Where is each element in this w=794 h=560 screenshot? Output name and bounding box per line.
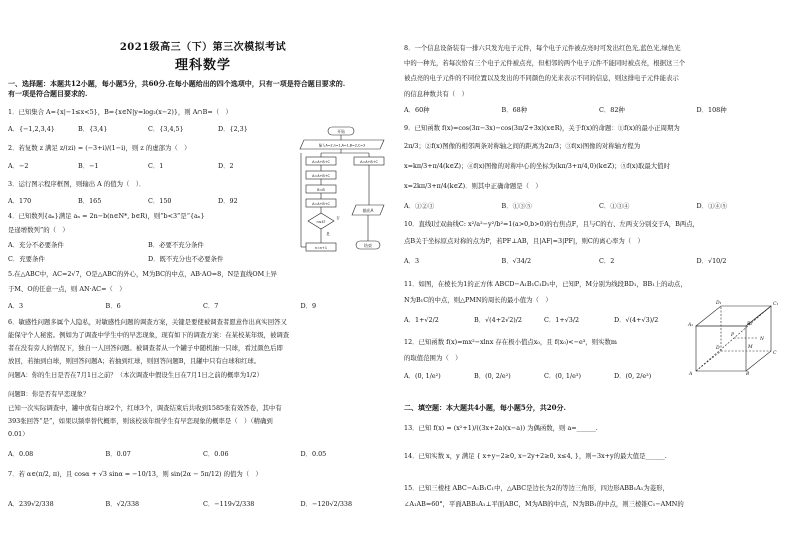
option: D．−120√2/338 (300, 500, 353, 508)
question-10-options (404, 257, 794, 265)
question-8-options (404, 106, 794, 114)
cube-label-m: M (748, 345, 753, 350)
question-4-options-row2 (8, 255, 288, 263)
exam-title: 2021级高三（下）第三次模拟考试 (119, 42, 287, 53)
flow-output-label: 输出A (362, 208, 374, 213)
flowchart-diagram (298, 125, 393, 265)
option: A．60种 (404, 106, 430, 114)
flow-box3-label: B=B (317, 188, 325, 192)
question-8-line2: 中的一种光，若每次恰有三个电子元件被点亮，但相邻的两个电子元件不能同时被点亮，根据这三个 (404, 59, 686, 67)
question-5-options (8, 302, 398, 310)
cube-label-a1: A₁ (688, 323, 694, 328)
option: A．{−1,2,3,4} (8, 125, 55, 133)
option: D．0.05 (300, 450, 327, 458)
flow-box5-label: n=n+1 (314, 246, 328, 250)
option: D．9 (300, 302, 317, 310)
option: D．92 (218, 197, 238, 205)
option: B．−1 (78, 162, 99, 170)
question-11-options (404, 316, 684, 324)
question-2: 2．若复数 z 满足 z/(zi) = (−3+i)/(1−i)，则 z 的虚部为（ ） (8, 144, 191, 152)
option: C．1+√3/2 (544, 316, 580, 324)
option: B．√2/338 (105, 500, 140, 508)
option: C．0.06 (203, 450, 229, 458)
question-8-line1: 8．一个信息设备装有一排六只发光电子元件，每个电子元件被点亮时可发出红色光,蓝色光,绿色光 (404, 44, 681, 52)
option: B．必要不充分条件 (148, 241, 204, 249)
cube-label-d: D (716, 346, 720, 351)
question-9-options (404, 202, 794, 210)
option: B．√34/2 (501, 257, 532, 265)
option: D．(0, 2/e³) (614, 372, 652, 380)
option: C．150 (148, 197, 172, 205)
flow-start-label: 开始 (337, 129, 345, 134)
question-6-line3: 者在没有旁人的情况下，独自一人回答问题。被调查者从一个罐子中随机抽一只球，看过颜色后即 (8, 344, 283, 352)
cube-label-b: B (746, 372, 750, 376)
question-5-cont: 于M、O的任意一点，则 AN·AC=（ ） (8, 285, 126, 293)
option: C．2 (599, 257, 615, 265)
question-3: 3．运行图示程序框图，则输出 A 的值为（ ）． (8, 180, 146, 188)
question-6-line7: 已知一次实际调查中，罐中放有白球2个，红球3个，调查结束后共收到1585张有效答卷，其中有 (8, 404, 282, 412)
cube-label-c: C (773, 351, 777, 356)
section1-heading-line2: 有一项是符合题目要求的. (8, 89, 88, 98)
option: A．3 (404, 257, 420, 265)
option: D．√10/2 (696, 257, 727, 265)
cube-label-p: P (731, 333, 735, 338)
option: D．{2,3} (218, 125, 248, 133)
option: A．0.08 (8, 450, 34, 458)
option: A．170 (8, 197, 32, 205)
option: D．①④⑤ (696, 202, 728, 210)
question-6-line8: 393张回答“是”，如果以频率替代概率，则该校该年级学生有早恋现象的概率是（ ）（精确到 (8, 417, 273, 425)
question-8-line3: 被点亮的电子元件的不同位置以及发出的不同颜色的光来表示不同的信息，则这排电子元件能表示 (404, 74, 679, 82)
section2-heading: 二、填空题：本大题共4小题，每小题5分，共20分. (404, 403, 566, 412)
option: C．{3,4,5} (148, 125, 184, 133)
option: D．108种 (696, 106, 727, 114)
question-14: 14．已知实数 x，y 满足 { x+y−2≥0, x−2y+2≥0, x≤4, }，则−3x+y的最大值是______. (404, 452, 667, 460)
question-12-line1: 12．已知函数 f(x)=mx²−xlnx 存在极小值点x₀，且 f(x₀)<−e³，则实数m (404, 338, 617, 346)
option: B．68种 (501, 106, 528, 114)
question-12-options (404, 372, 684, 380)
question-8-line4: 的信息种数共有（ ） (404, 90, 468, 98)
option: B．√(4+2√2)/2 (474, 316, 522, 324)
question-6-line6: 问题B：你是否有早恋现象？ (8, 390, 90, 398)
option: C．1 (148, 162, 164, 170)
question-9-line4: x=2kπ/3+π/4(k∈Z)．则其中正确命题是（ ） (404, 182, 542, 190)
cube-label-a: A (689, 372, 693, 376)
option: B．6 (105, 302, 121, 310)
question-9-line2: 2π/3；②f(x)图像的相邻两条对称轴之间的距离为2π/3；③f(x)图像的对称轴方程为 (404, 142, 641, 150)
flow-cond-label: n≤4? (316, 220, 326, 224)
question-6-line9: 0.01） (8, 430, 29, 438)
option: A．(0, 1/e²) (404, 372, 441, 380)
question-6-line2: 能保守个人秘密。例如为了调查中学生中的早恋现象，现有如下的调查方案：在某校某年级，被调查 (8, 331, 290, 339)
cube-label-b1: B₁ (747, 322, 753, 327)
question-4: 4．已知数列{aₙ}满足 aₙ = 2n−b(n∈N*, b∈R)，则“b<3”是“{aₙ} (8, 212, 205, 220)
option: A．−2 (8, 162, 29, 170)
question-2-options (8, 162, 288, 170)
question-12-line2: 的取值范围为（ ） (404, 354, 462, 362)
cube-right-face (746, 306, 771, 371)
flow-end-label: 结束 (364, 243, 372, 248)
option: C．充要条件 (8, 255, 45, 263)
option: C．−119√2/338 (203, 500, 255, 508)
question-4-options-row1 (8, 241, 288, 249)
question-9-line3: x=kπ/3+π/4(k∈Z)；④f(x)图像的对称中心的坐标为(kπ/3+π/4,0)(k∈Z)；⑤f(x)取最大值时 (404, 162, 670, 170)
option: B．165 (78, 197, 102, 205)
question-10-line2: 点B关于坐标原点对称的点为P，若PF⊥AB，且|AF|=3|PF|，则C的离心率为（ ） (404, 237, 644, 245)
option: B．①③⑤ (501, 202, 532, 210)
question-6-options (8, 450, 398, 458)
question-4-cont: 是递增数列”的（ ） (8, 226, 69, 234)
flow-no-label: 否 (336, 216, 340, 220)
option: A．239√2/338 (8, 500, 54, 508)
option: D．√(4+√3)/2 (614, 316, 659, 324)
question-7: 7．若 α∈(π/2, π)，且 cosα + √3 sinα = −10/13，则 sin(2α − 5π/12) 的值为（ ） (8, 470, 262, 478)
option: C．82种 (599, 106, 625, 114)
question-1-options (8, 125, 288, 133)
option: A．3 (8, 302, 24, 310)
flow-box4-label: A=A+B+C (312, 202, 330, 206)
option: D．既不充分也不必要条件 (148, 255, 224, 263)
option: C．7 (203, 302, 219, 310)
question-15-line2: ∠A₁AB=60°，平面ABB₁A₁⊥平面ABC，M为AB的中点，N为BB₁的中点，则三棱锥C₁−AMN的 (404, 500, 684, 508)
question-7-options (8, 500, 398, 508)
cube-label-c1: C₁ (773, 302, 779, 307)
option: B．(0, 2/e²) (474, 372, 511, 380)
question-9-line1: 9．已知函数 f(x)=cos(3π−3x)−cos(3π/2+3x)(x∈R)，关于f(x)的命题：①f(x)的最小正周期为 (404, 124, 680, 132)
flow-side-label: A=A+B+C (360, 160, 378, 164)
flow-box1-label: A=A+B+C (312, 160, 330, 164)
cube-label-d1: D₁ (716, 301, 722, 306)
section1-heading: 一、选择题：本题共12小题，每小题5分，共60分.在每小题给出的四个选项中，只有一项是符合题目要求的. (8, 79, 346, 88)
exam-subject: 理科数学 (174, 58, 231, 73)
option: C．(0, 1/e³) (544, 372, 581, 380)
question-6-line4: 放回，若抽到白球，则回答问题A；若抽到红球，则回答问题B，且罐中只有白球和红球。 (8, 357, 261, 365)
option: A．充分不必要条件 (8, 241, 64, 249)
question-11-line2: N为B₁C的中点，则△PMN的周长的最小值为（ ） (404, 296, 552, 304)
question-10-line1: 10．直线l过双曲线C: x²/a²−y²/b²=1(a>0,b>0)的右焦点F，且与C的右、左两支分别交于A，B两点， (404, 220, 700, 228)
cube-label-n: N (760, 337, 764, 342)
question-3-options (8, 197, 288, 205)
flow-input-label: 输入A=2,n=1,A=1,B=2,C=3 (318, 143, 366, 148)
question-13: 13．已知 f(x) = (x²+1)/((3x+2a)(x−a)) 为偶函数，则 a=______. (404, 424, 598, 432)
flow-yes-label: 是 (326, 232, 330, 236)
option: C．①③④ (599, 202, 630, 210)
option: B．{3,4} (78, 125, 108, 133)
cube-figure (686, 296, 786, 376)
option: B．0.07 (105, 450, 131, 458)
flow-box2-label: A=A+B+C (312, 174, 330, 178)
question-11-line1: 11．如图，在棱长为1的正方体 ABCD−A₁B₁C₁D₁中，已知P，M分别为线段BD₁，BB₁上的动点， (404, 280, 687, 288)
question-15-line1: 15．已知三棱柱 ABC−A₁B₁C₁中，△ABC是边长为2的等边三角形，四边形ABB₁A₁为菱形， (404, 484, 669, 492)
question-6-line5: 问题A：你的生日是否在7月1日之前？（本次调查中假设生日在7月1日之前的概率为1/2） (8, 371, 263, 379)
question-6-line1: 6．敏感性问题多属个人隐私，对敏感性问题的调查方案，关键是要使被调查者愿意作出真实回答又 (8, 318, 287, 326)
question-5: 5.在△ABC中，AC=2√7，O是△ABC的外心，M为BC的中点，AB·AO=8，N是直线OM上异 (8, 270, 277, 278)
option: D．2 (218, 162, 234, 170)
option: A．①②③ (404, 202, 435, 210)
option: A．1+√2/2 (404, 316, 439, 324)
question-1: 1．已知集合 A={x|−1≤x<5}，B={x∈N|y=log₂(x−2)}，则 A∩B=（ ） (8, 108, 232, 116)
